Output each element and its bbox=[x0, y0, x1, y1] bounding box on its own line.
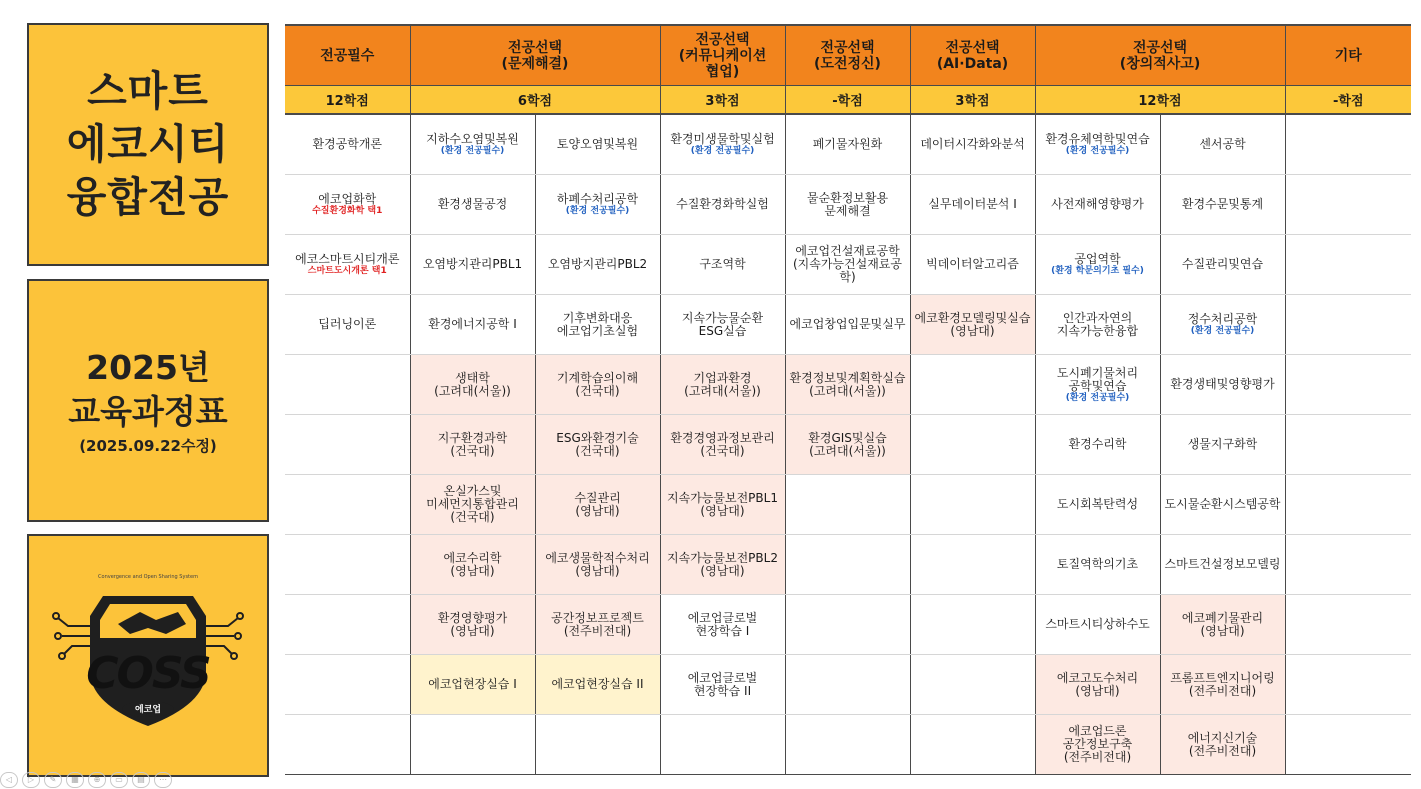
category-header: 전공선택 (커뮤니케이션 협업) bbox=[660, 25, 785, 86]
course-cell bbox=[285, 114, 410, 175]
course-name: 환경영향평가 (영남대) bbox=[437, 610, 508, 638]
title-panel bbox=[27, 23, 269, 266]
course-cell bbox=[1285, 355, 1411, 415]
logo-subtext: 에코업 bbox=[134, 704, 162, 715]
course-cell bbox=[285, 595, 410, 655]
logo-text: COSS bbox=[86, 647, 210, 699]
course-cell bbox=[910, 595, 1035, 655]
table-row bbox=[285, 715, 1411, 775]
course-cell bbox=[285, 295, 410, 355]
course-name: 에코업현장실습 II bbox=[551, 677, 644, 691]
category-header-row bbox=[285, 25, 1411, 86]
course-cell bbox=[660, 655, 785, 715]
course-cell bbox=[1035, 715, 1160, 775]
course-name: 에코업드론 공간정보구축 (전주비전대) bbox=[1062, 724, 1133, 764]
course-cell bbox=[285, 235, 410, 295]
course-cell bbox=[285, 655, 410, 715]
course-cell bbox=[910, 114, 1035, 175]
category-header: 전공선택 (문제해결) bbox=[410, 25, 660, 86]
course-cell bbox=[1160, 475, 1285, 535]
year-subtitle: 교육과정표 bbox=[68, 391, 228, 431]
course-cell bbox=[1285, 595, 1411, 655]
course-cell bbox=[785, 295, 910, 355]
category-credits: 6학점 bbox=[410, 86, 660, 115]
curriculum-table bbox=[285, 24, 1411, 775]
more-icon[interactable]: ⋯ bbox=[154, 772, 172, 788]
course-name: 에코업건설재료공학 (지속가능건설재료공학) bbox=[792, 244, 902, 284]
course-name: 지하수오염및복원 bbox=[426, 132, 519, 146]
course-name: 온실가스및 미세먼지통합관리 (건국대) bbox=[426, 484, 519, 524]
course-cell bbox=[535, 715, 660, 775]
course-cell bbox=[410, 535, 535, 595]
course-note: (환경 전공필수) bbox=[690, 146, 755, 156]
course-cell bbox=[785, 655, 910, 715]
course-note: (환경 전공필수) bbox=[565, 206, 630, 216]
course-cell bbox=[535, 595, 660, 655]
course-cell bbox=[1160, 175, 1285, 235]
course-cell bbox=[1035, 595, 1160, 655]
course-cell bbox=[785, 595, 910, 655]
course-cell bbox=[660, 415, 785, 475]
table-row bbox=[285, 114, 1411, 175]
course-cell bbox=[1160, 535, 1285, 595]
course-cell bbox=[535, 475, 660, 535]
course-cell bbox=[535, 175, 660, 235]
course-cell bbox=[1285, 655, 1411, 715]
course-cell bbox=[1285, 415, 1411, 475]
course-cell bbox=[1285, 535, 1411, 595]
course-cell bbox=[910, 655, 1035, 715]
course-cell bbox=[910, 295, 1035, 355]
course-cell bbox=[1285, 114, 1411, 175]
course-cell bbox=[535, 295, 660, 355]
category-header: 전공선택 (도전정신) bbox=[785, 25, 910, 86]
course-cell bbox=[660, 114, 785, 175]
course-name: 도시폐기물처리 공학및연습 bbox=[1056, 365, 1139, 393]
course-name: 에코업글로벌 현장학습 I bbox=[687, 610, 758, 638]
course-cell bbox=[285, 715, 410, 775]
zoom-icon[interactable]: ⊕ bbox=[88, 772, 106, 788]
course-cell bbox=[1160, 655, 1285, 715]
course-cell bbox=[1035, 175, 1160, 235]
course-name: 폐기물자원화 bbox=[812, 137, 883, 151]
course-cell bbox=[785, 415, 910, 475]
course-name: 환경정보및계획학실습 (고려대(서울)) bbox=[789, 370, 906, 398]
course-name: 에코폐기물관리 (영남대) bbox=[1181, 610, 1264, 638]
course-name: 에코환경모델링및실습 (영남대) bbox=[914, 310, 1031, 338]
course-cell bbox=[660, 355, 785, 415]
course-cell bbox=[410, 114, 535, 175]
category-credits: 3학점 bbox=[660, 86, 785, 115]
course-name: 인간과자연의 지속가능한융합 bbox=[1056, 310, 1139, 338]
table-row bbox=[285, 175, 1411, 235]
credits-row bbox=[285, 86, 1411, 115]
course-cell bbox=[535, 535, 660, 595]
course-name: 물순환정보활용 문제해결 bbox=[806, 190, 889, 218]
course-name: 데이터시각화와분석 bbox=[920, 137, 1025, 151]
course-note: (환경 학문의기초 필수) bbox=[1051, 266, 1144, 276]
course-name: 환경경영과정보관리 (건국대) bbox=[670, 430, 775, 458]
course-note: (환경 전공필수) bbox=[440, 146, 505, 156]
course-name: 에코업글로벌 현장학습 II bbox=[687, 670, 758, 698]
course-name: 기업과환경 (고려대(서울)) bbox=[684, 370, 761, 398]
course-note: (환경 전공필수) bbox=[1065, 392, 1130, 403]
course-cell bbox=[910, 415, 1035, 475]
course-grid bbox=[285, 114, 1411, 775]
course-name: 에코업창업입문및실무 bbox=[789, 317, 906, 331]
course-name: 환경수문및통계 bbox=[1181, 197, 1264, 211]
course-name: 딥러닝이론 bbox=[318, 317, 377, 331]
course-name: 에코고도수처리 (영남대) bbox=[1056, 670, 1139, 698]
course-cell bbox=[660, 595, 785, 655]
course-cell bbox=[1035, 475, 1160, 535]
course-name: 에코업현장실습 I bbox=[428, 677, 517, 691]
course-name: 토질역학의기초 bbox=[1056, 557, 1139, 571]
course-name: 구조역학 bbox=[699, 257, 746, 271]
category-credits: -학점 bbox=[1285, 86, 1411, 115]
course-name: 프롬프트엔지니어링 (전주비전대) bbox=[1170, 670, 1275, 698]
course-cell bbox=[410, 295, 535, 355]
course-cell bbox=[1160, 595, 1285, 655]
course-cell bbox=[535, 114, 660, 175]
course-cell bbox=[785, 235, 910, 295]
course-name: 토양오염및복원 bbox=[556, 137, 639, 151]
course-cell bbox=[660, 715, 785, 775]
course-name: 지속가능물보전PBL2 (영남대) bbox=[667, 550, 778, 578]
course-cell bbox=[410, 475, 535, 535]
course-cell bbox=[410, 235, 535, 295]
course-cell bbox=[535, 235, 660, 295]
table-row bbox=[285, 655, 1411, 715]
course-cell bbox=[910, 535, 1035, 595]
year-panel bbox=[27, 279, 269, 522]
category-credits: 12학점 bbox=[1035, 86, 1285, 115]
course-cell bbox=[1285, 175, 1411, 235]
table-row bbox=[285, 235, 1411, 295]
course-cell bbox=[910, 175, 1035, 235]
course-cell bbox=[410, 355, 535, 415]
course-cell bbox=[1285, 475, 1411, 535]
course-name: 지구환경과학 (건국대) bbox=[437, 430, 508, 458]
course-cell bbox=[410, 175, 535, 235]
course-cell bbox=[1285, 715, 1411, 775]
course-cell bbox=[285, 535, 410, 595]
course-name: 하폐수처리공학 bbox=[556, 192, 639, 206]
course-name: 스마트시티상하수도 bbox=[1045, 617, 1150, 631]
slideshow-toolbar bbox=[0, 770, 300, 789]
category-header: 전공필수 bbox=[285, 25, 410, 86]
course-cell bbox=[1160, 295, 1285, 355]
course-name: 환경수리학 bbox=[1068, 437, 1127, 451]
category-credits: 12학점 bbox=[285, 86, 410, 115]
course-note: (환경 전공필수) bbox=[1190, 326, 1255, 336]
course-name: 환경생태및영향평가 bbox=[1170, 377, 1275, 391]
course-cell bbox=[660, 175, 785, 235]
course-cell bbox=[535, 355, 660, 415]
table-row bbox=[285, 355, 1411, 415]
course-cell bbox=[410, 715, 535, 775]
course-cell bbox=[910, 355, 1035, 415]
course-cell bbox=[410, 655, 535, 715]
course-cell bbox=[1035, 114, 1160, 175]
course-cell bbox=[410, 415, 535, 475]
table-row bbox=[285, 535, 1411, 595]
course-name: 에코스마트시티개론 bbox=[295, 252, 400, 266]
course-name: 수질환경화학실험 bbox=[676, 197, 769, 211]
table-row bbox=[285, 595, 1411, 655]
course-name: 오염방지관리PBL1 bbox=[422, 257, 523, 271]
course-note: 스마트도시개론 택1 bbox=[307, 266, 387, 276]
course-cell bbox=[1160, 235, 1285, 295]
course-cell bbox=[1035, 295, 1160, 355]
course-cell bbox=[910, 475, 1035, 535]
subtitles-icon[interactable]: ▤ bbox=[132, 772, 150, 788]
course-name: 정수처리공학 bbox=[1187, 312, 1258, 326]
course-name: 센서공학 bbox=[1199, 137, 1246, 151]
course-name: 에코업화학 bbox=[318, 192, 377, 206]
course-cell bbox=[785, 114, 910, 175]
course-cell bbox=[1035, 415, 1160, 475]
course-name: 환경에너지공학 I bbox=[428, 317, 517, 331]
category-header: 전공선택 (창의적사고) bbox=[1035, 25, 1285, 86]
course-name: 에코수리학 (영남대) bbox=[443, 550, 502, 578]
course-name: 도시물순환시스템공학 bbox=[1164, 497, 1281, 511]
course-name: 스마트건설정보모델링 bbox=[1164, 557, 1281, 571]
course-name: 기후변화대응 에코업기초실험 bbox=[556, 310, 639, 338]
course-cell bbox=[285, 175, 410, 235]
course-name: 환경공학개론 bbox=[312, 137, 383, 151]
title-line-3: 융합전공 bbox=[66, 173, 230, 221]
course-cell bbox=[660, 535, 785, 595]
prev-icon[interactable]: ◁ bbox=[0, 772, 18, 788]
course-cell bbox=[660, 235, 785, 295]
grid-icon[interactable]: ▦ bbox=[66, 772, 84, 788]
course-cell bbox=[1160, 114, 1285, 175]
table-row bbox=[285, 295, 1411, 355]
course-name: 환경유체역학및연습 bbox=[1045, 132, 1150, 146]
course-cell bbox=[1035, 655, 1160, 715]
course-cell bbox=[660, 295, 785, 355]
course-name: ESG와환경기술 (건국대) bbox=[556, 430, 639, 458]
course-cell bbox=[535, 415, 660, 475]
monitor-icon[interactable]: ▭ bbox=[110, 772, 128, 788]
course-name: 수질관리및연습 bbox=[1181, 257, 1264, 271]
course-cell bbox=[410, 595, 535, 655]
category-credits: -학점 bbox=[785, 86, 910, 115]
course-name: 생물지구화학 bbox=[1187, 437, 1258, 451]
table-row bbox=[285, 475, 1411, 535]
course-cell bbox=[1160, 415, 1285, 475]
course-cell bbox=[785, 535, 910, 595]
logo-panel bbox=[27, 534, 269, 777]
category-credits: 3학점 bbox=[910, 86, 1035, 115]
course-cell bbox=[1160, 715, 1285, 775]
course-name: 공업역학 bbox=[1074, 252, 1121, 266]
course-name: 사전재해영향평가 bbox=[1051, 197, 1144, 211]
coss-logo bbox=[48, 573, 248, 736]
course-name: 환경GIS및실습 (고려대(서울)) bbox=[808, 430, 887, 458]
course-cell bbox=[910, 715, 1035, 775]
course-cell bbox=[910, 235, 1035, 295]
course-cell bbox=[285, 475, 410, 535]
course-name: 기계학습의이해 (건국대) bbox=[556, 370, 639, 398]
course-cell bbox=[285, 415, 410, 475]
course-cell bbox=[785, 715, 910, 775]
course-name: 환경미생물학및실험 bbox=[670, 132, 775, 146]
course-name: 수질관리 (영남대) bbox=[574, 490, 621, 518]
logo-tagline: Convergence and Open Sharing System bbox=[98, 573, 198, 580]
course-note: 수질환경화학 택1 bbox=[312, 206, 383, 216]
course-cell bbox=[1035, 355, 1160, 415]
course-name: 오염방지관리PBL2 bbox=[547, 257, 648, 271]
course-cell bbox=[660, 475, 785, 535]
course-cell bbox=[1285, 295, 1411, 355]
course-name: 지속가능물보전PBL1 (영남대) bbox=[667, 490, 778, 518]
course-note: (환경 전공필수) bbox=[1065, 146, 1130, 156]
course-name: 생태학 (고려대(서울)) bbox=[434, 370, 511, 398]
table-row bbox=[285, 415, 1411, 475]
course-name: 환경생물공정 bbox=[437, 197, 508, 211]
year-title: 2025년 bbox=[86, 347, 210, 387]
course-cell bbox=[785, 355, 910, 415]
course-name: 공간정보프로젝트 (전주비전대) bbox=[551, 610, 644, 638]
revision-date: (2025.09.22수정) bbox=[79, 436, 217, 455]
next-icon[interactable]: ▷ bbox=[22, 772, 40, 788]
pen-icon[interactable]: ✎ bbox=[44, 772, 62, 788]
course-name: 에너지신기술 (전주비전대) bbox=[1187, 730, 1258, 758]
title-line-2: 에코시티 bbox=[66, 120, 230, 168]
course-name: 실무데이터분석 I bbox=[928, 197, 1017, 211]
course-cell bbox=[1035, 235, 1160, 295]
title-line-1: 스마트 bbox=[87, 67, 209, 115]
category-header: 기타 bbox=[1285, 25, 1411, 86]
course-cell bbox=[535, 655, 660, 715]
course-name: 도시회복탄력성 bbox=[1056, 497, 1139, 511]
course-name: 빅데이터알고리즘 bbox=[926, 257, 1019, 271]
course-cell bbox=[785, 175, 910, 235]
course-cell bbox=[1035, 535, 1160, 595]
course-cell bbox=[785, 475, 910, 535]
course-name: 지속가능물순환 ESG실습 bbox=[681, 310, 764, 338]
course-cell bbox=[1160, 355, 1285, 415]
course-cell bbox=[1285, 235, 1411, 295]
category-header: 전공선택 (AI·Data) bbox=[910, 25, 1035, 86]
course-cell bbox=[285, 355, 410, 415]
course-name: 에코생물학적수처리 (영남대) bbox=[545, 550, 650, 578]
